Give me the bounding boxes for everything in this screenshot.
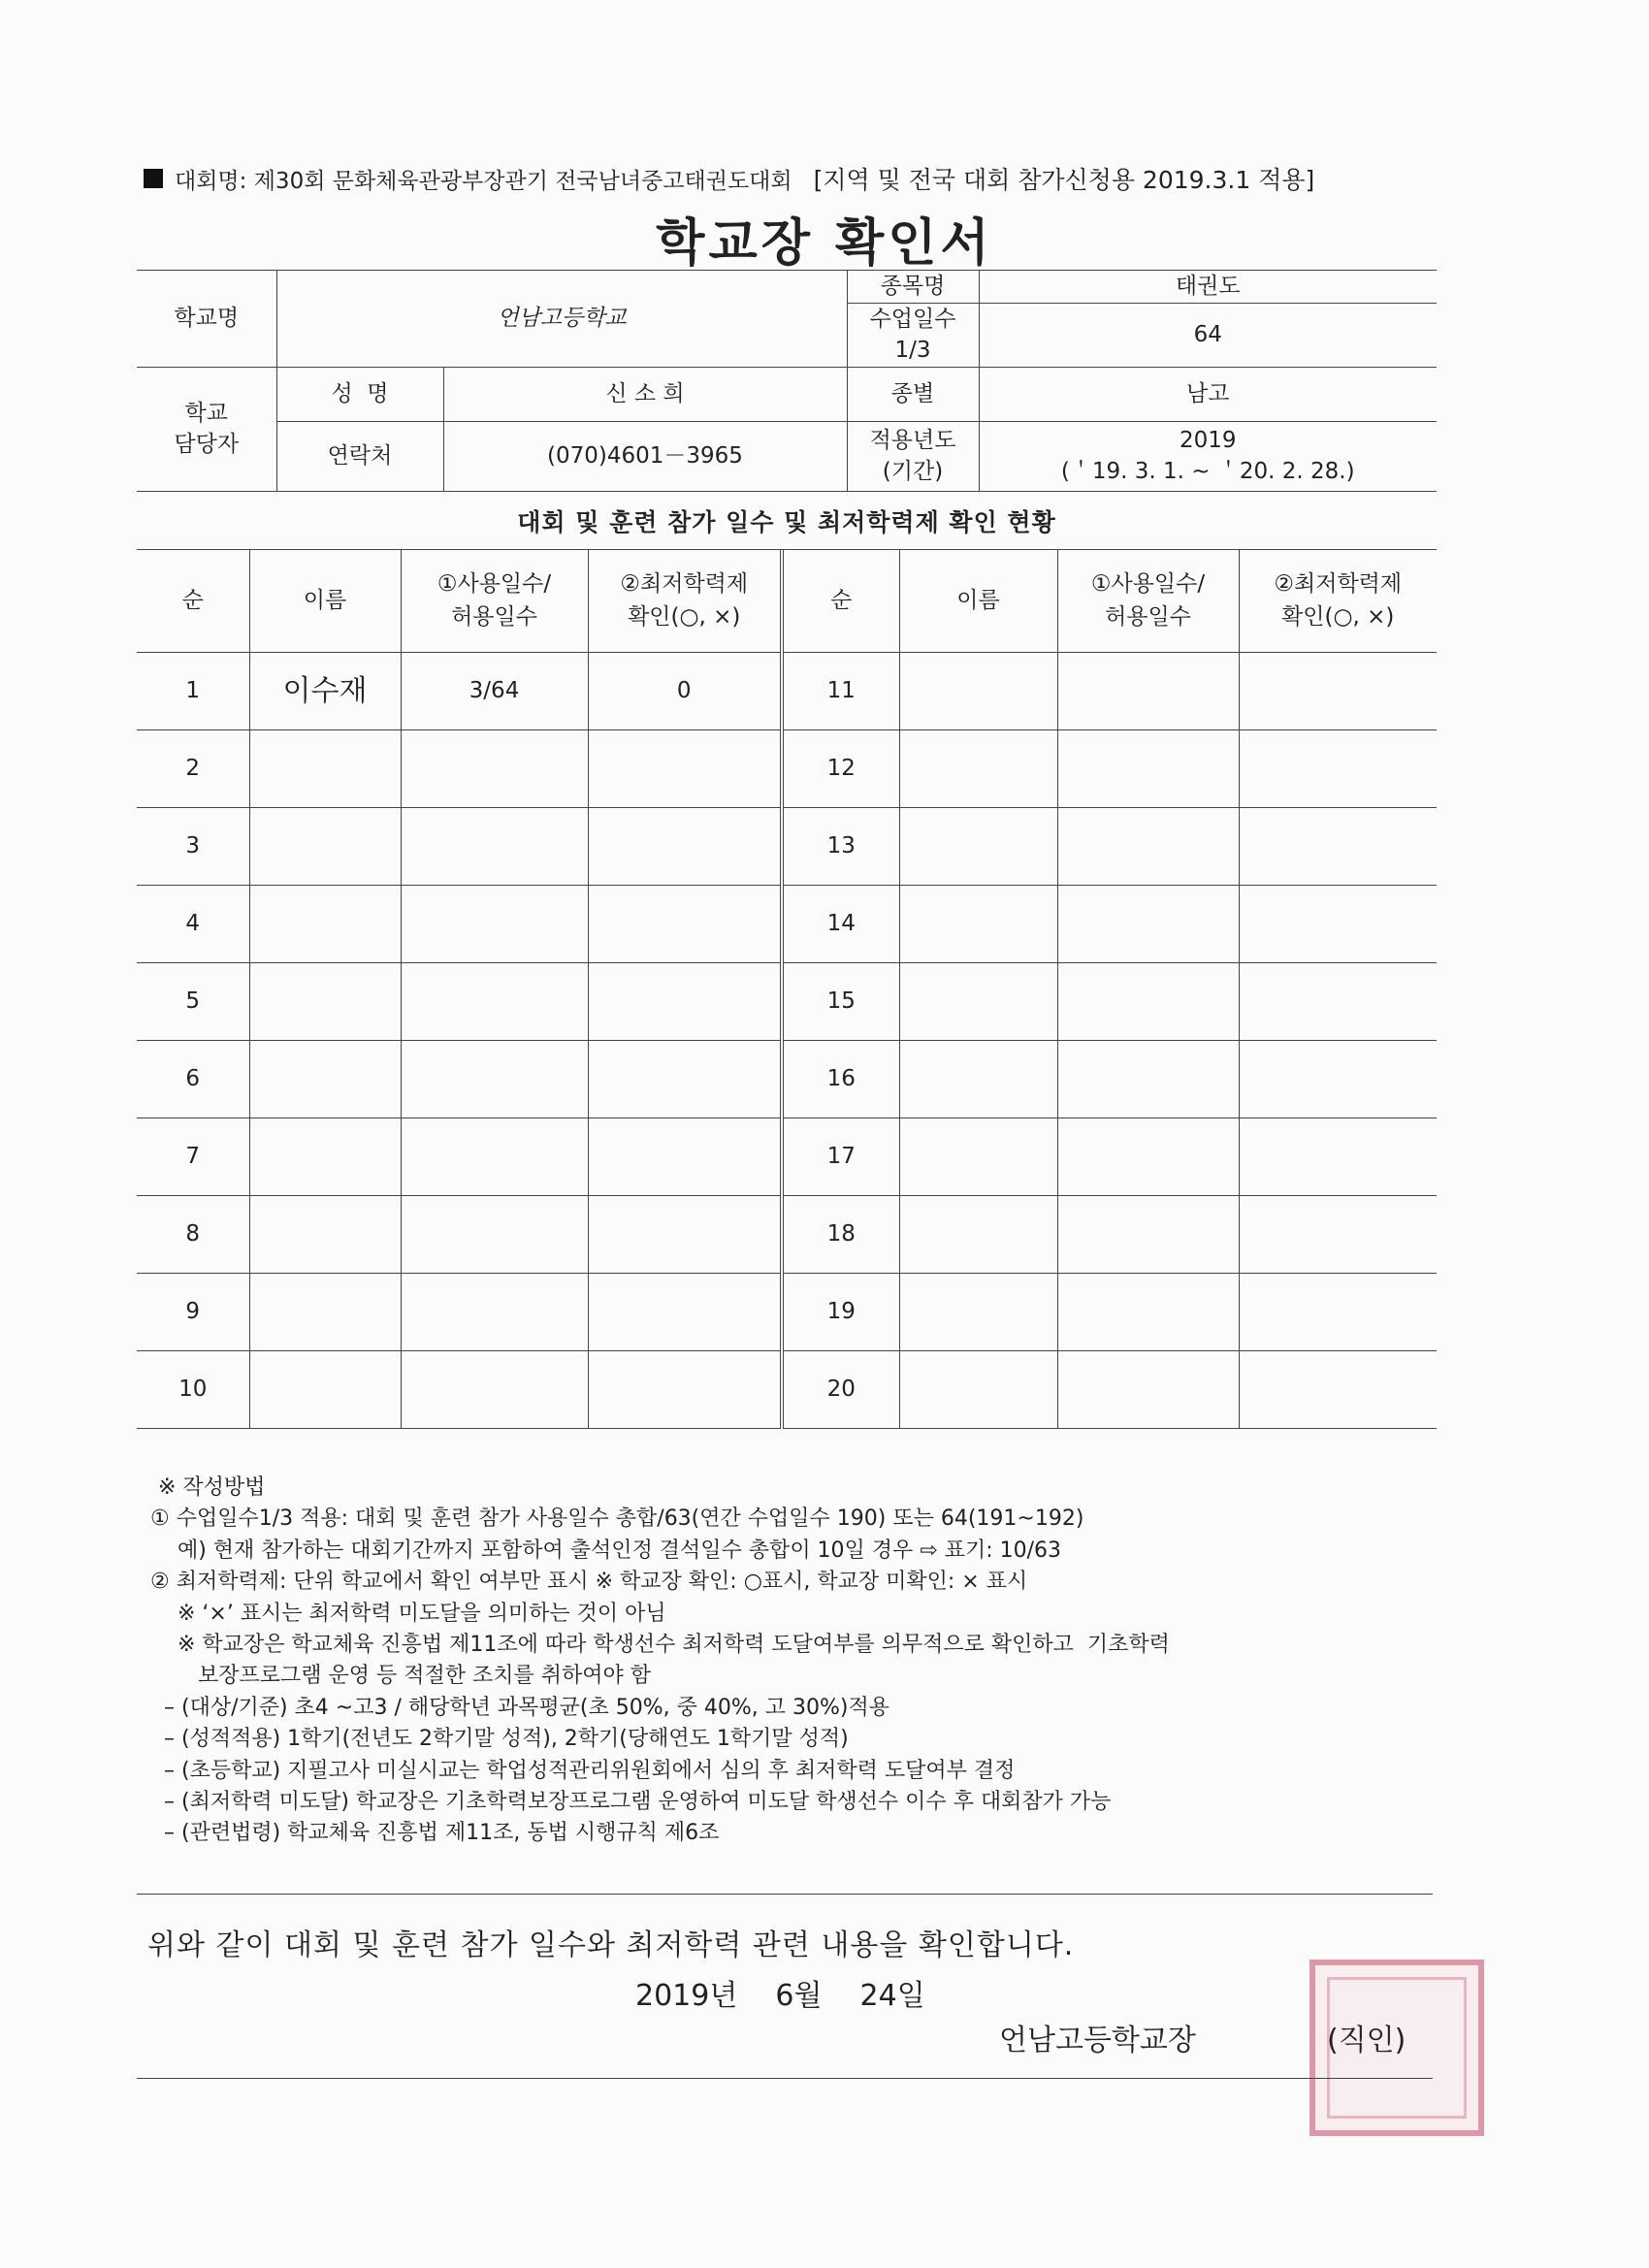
- divider-top: [137, 1894, 1433, 1895]
- instruction-line: – (관련법령) 학교체육 진흥법 제11조, 동법 시행규칙 제6조: [150, 1821, 720, 1846]
- row-minimum: [588, 1274, 782, 1351]
- row-minimum-right: [1239, 1351, 1437, 1429]
- row-minimum: 0: [588, 653, 782, 730]
- writing-instructions: [150, 1473, 1440, 1850]
- year-label-line1: 적용년도: [869, 428, 956, 454]
- row-no-right: 11: [782, 653, 899, 730]
- instruction-line: – (초등학교) 지필고사 미실시교는 학업성적관리위원회에서 심의 후 최저학력 도달여부 결정: [150, 1758, 1016, 1783]
- instruction-line: ① 수업일수1/3 적용: 대회 및 훈련 참가 사용일수 총합/63(연간 수업일수 190) 또는 64(191~192): [150, 1507, 1084, 1532]
- header-no-right: 순: [782, 550, 899, 653]
- contact-label: 연락처: [276, 422, 443, 492]
- confirmation-text: 위와 같이 대회 및 훈련 참가 일수와 최저학력 관련 내용을 확인합니다.: [147, 1928, 1075, 1962]
- school-label: 학교명: [137, 271, 276, 368]
- row-name-right: [899, 1118, 1057, 1196]
- row-minimum-right: [1239, 1196, 1437, 1274]
- row-name: 이수재: [249, 653, 401, 730]
- row-days: [401, 963, 588, 1041]
- row-no: 3: [137, 808, 249, 886]
- manager-label-line1: 학교: [184, 401, 228, 427]
- year-value-line1: 2019: [1179, 428, 1237, 454]
- row-name: [249, 1041, 401, 1118]
- header-minimum-right: [1239, 550, 1437, 653]
- divider-bottom: [137, 2078, 1433, 2079]
- row-days: [401, 1274, 588, 1351]
- row-days: 3/64: [401, 653, 588, 730]
- header-no: 순: [137, 550, 249, 653]
- class-days-label: [847, 304, 979, 368]
- row-no-right: 12: [782, 730, 899, 808]
- class-days-label-line1: 수업일수: [869, 307, 956, 333]
- row-days-right: [1057, 963, 1239, 1041]
- instruction-line: – (성적적용) 1학기(전년도 2학기말 성적), 2학기(당해연도 1학기말 성적): [150, 1727, 849, 1752]
- row-no-right: 14: [782, 886, 899, 963]
- row-name-right: [899, 808, 1057, 886]
- row-name-right: [899, 730, 1057, 808]
- sport-label: 종목명: [847, 271, 979, 304]
- roster-header-row: [137, 550, 1437, 653]
- header-minimum-line2: 확인(○, ×): [628, 603, 741, 630]
- row-no: 2: [137, 730, 249, 808]
- document-title: 학교장 확인서: [656, 214, 993, 273]
- row-days-right: [1057, 1041, 1239, 1118]
- row-minimum: [588, 1196, 782, 1274]
- manager-name: 신 소 희: [443, 368, 847, 422]
- table-row: [137, 1196, 1437, 1274]
- header-minimum-right-line1: ②최저학력제: [1274, 571, 1403, 598]
- table-row: [137, 730, 1437, 808]
- row-days-right: [1057, 653, 1239, 730]
- row-minimum-right: [1239, 808, 1437, 886]
- manager-label-line2: 담당자: [174, 431, 240, 457]
- row-no: 10: [137, 1351, 249, 1429]
- row-minimum: [588, 886, 782, 963]
- table-row: [137, 963, 1437, 1041]
- row-name-right: [899, 1351, 1057, 1429]
- table-row: [137, 886, 1437, 963]
- year-period: (＇19. 3. 1. ~ ＇20. 2. 28.): [1060, 458, 1355, 484]
- header-minimum-line1: ②최저학력제: [620, 571, 749, 598]
- class-days-value: 64: [979, 304, 1437, 368]
- row-minimum-right: [1239, 886, 1437, 963]
- row-minimum-right: [1239, 730, 1437, 808]
- row-name: [249, 808, 401, 886]
- type-label: 종별: [847, 368, 979, 422]
- row-days-right: [1057, 730, 1239, 808]
- row-name: [249, 1274, 401, 1351]
- row-days-right: [1057, 808, 1239, 886]
- row-minimum-right: [1239, 1274, 1437, 1351]
- instruction-line: 보장프로그램 운영 등 적절한 조치를 취하여야 함: [150, 1664, 651, 1689]
- confirmation-date: 2019년 6월 24일: [635, 1979, 925, 2013]
- row-days: [401, 1196, 588, 1274]
- header-minimum: [588, 550, 782, 653]
- row-no: 5: [137, 963, 249, 1041]
- row-name: [249, 1196, 401, 1274]
- row-minimum: [588, 730, 782, 808]
- row-days: [401, 1041, 588, 1118]
- row-no: 8: [137, 1196, 249, 1274]
- row-minimum-right: [1239, 963, 1437, 1041]
- row-days: [401, 808, 588, 886]
- roster-section-title: 대회 및 훈련 참가 일수 및 최저학력제 확인 현황: [137, 493, 1437, 550]
- row-name-right: [899, 653, 1057, 730]
- year-value: [979, 422, 1437, 492]
- row-minimum-right: [1239, 1041, 1437, 1118]
- row-days: [401, 730, 588, 808]
- table-row: [137, 808, 1437, 886]
- row-name: [249, 1351, 401, 1429]
- type-value: 남고: [979, 368, 1437, 422]
- row-no-right: 20: [782, 1351, 899, 1429]
- row-minimum: [588, 808, 782, 886]
- manager-label: [137, 368, 276, 492]
- row-name: [249, 886, 401, 963]
- table-row: [137, 1118, 1437, 1196]
- sport-value: 태권도: [979, 271, 1437, 304]
- class-days-label-line2: 1/3: [894, 337, 931, 363]
- instruction-line: ※ 학교장은 학교체육 진흥법 제11조에 따라 학생선수 최저학력 도달여부를 의무적으로 확인하고 기초학력: [150, 1632, 1170, 1657]
- row-name-right: [899, 1041, 1057, 1118]
- header-days: [401, 550, 588, 653]
- competition-name: 대회명: 제30회 문화체육관광부장관기 전국남녀중고태권도대회: [175, 168, 792, 194]
- row-days: [401, 1351, 588, 1429]
- row-name: [249, 963, 401, 1041]
- table-row: [137, 1041, 1437, 1118]
- application-note: [지역 및 전국 대회 참가신청용 2019.3.1 적용]: [813, 166, 1315, 194]
- row-days-right: [1057, 1351, 1239, 1429]
- school-name: 언남고등학교: [276, 271, 847, 368]
- header-minimum-right-line2: 확인(○, ×): [1281, 603, 1395, 630]
- row-days-right: [1057, 1274, 1239, 1351]
- row-no: 7: [137, 1118, 249, 1196]
- row-name-right: [899, 963, 1057, 1041]
- header-days-right: [1057, 550, 1239, 653]
- row-name: [249, 1118, 401, 1196]
- row-name-right: [899, 886, 1057, 963]
- contact-value: (070)4601－3965: [443, 422, 847, 492]
- row-name-right: [899, 1196, 1057, 1274]
- school-info-table: [137, 270, 1437, 492]
- row-no-right: 17: [782, 1118, 899, 1196]
- name-label: 성 명: [276, 368, 443, 422]
- table-row: [137, 1351, 1437, 1429]
- year-label-line2: (기간): [882, 458, 944, 484]
- square-bullet-icon: [144, 169, 163, 188]
- row-no-right: 19: [782, 1274, 899, 1351]
- instruction-line: 예) 현재 참가하는 대회기간까지 포함하여 출석인정 결석일수 총합이 10일 경우 ⇨ 표기: 10/63: [150, 1538, 1062, 1563]
- row-minimum: [588, 1041, 782, 1118]
- row-days: [401, 1118, 588, 1196]
- row-minimum-right: [1239, 1118, 1437, 1196]
- instruction-line: ※ ‘×’ 표시는 최저학력 미도달을 의미하는 것이 아님: [150, 1601, 666, 1626]
- row-days: [401, 886, 588, 963]
- row-name: [249, 730, 401, 808]
- header-name: 이름: [249, 550, 401, 653]
- header-line: [144, 161, 1424, 196]
- row-minimum-right: [1239, 653, 1437, 730]
- row-no: 1: [137, 653, 249, 730]
- instructions-title: ※ 작성방법: [158, 1475, 266, 1500]
- instruction-line: ② 최저학력제: 단위 학교에서 확인 여부만 표시 ※ 학교장 확인: ○표시, 학교장 미확인: × 표시: [150, 1570, 1028, 1595]
- header-days-line1: ①사용일수/: [436, 571, 552, 598]
- header-name-right: 이름: [899, 550, 1057, 653]
- header-days-right-line2: 허용일수: [1105, 603, 1191, 630]
- seal-label: (직인): [1327, 2024, 1406, 2057]
- row-minimum: [588, 963, 782, 1041]
- instruction-line: – (최저학력 미도달) 학교장은 기초학력보장프로그램 운영하여 미도달 학생선수 이수 후 대회참가 가능: [150, 1789, 1112, 1814]
- row-days-right: [1057, 1118, 1239, 1196]
- row-no-right: 18: [782, 1196, 899, 1274]
- table-row: [137, 1274, 1437, 1351]
- row-no-right: 13: [782, 808, 899, 886]
- row-no: 4: [137, 886, 249, 963]
- row-no: 6: [137, 1041, 249, 1118]
- row-minimum: [588, 1351, 782, 1429]
- header-days-right-line1: ①사용일수/: [1090, 571, 1206, 598]
- row-minimum: [588, 1118, 782, 1196]
- row-no-right: 16: [782, 1041, 899, 1118]
- instruction-line: – (대상/기준) 초4 ~고3 / 해당학년 과목평균(초 50%, 중 40%, 고 30%)적용: [150, 1695, 889, 1720]
- principal-name: 언남고등학교장: [999, 2024, 1196, 2057]
- table-row: [137, 653, 1437, 730]
- row-no: 9: [137, 1274, 249, 1351]
- row-days-right: [1057, 1196, 1239, 1274]
- row-days-right: [1057, 886, 1239, 963]
- row-no-right: 15: [782, 963, 899, 1041]
- year-label: [847, 422, 979, 492]
- roster-table: [137, 549, 1437, 1429]
- header-days-line2: 허용일수: [451, 603, 537, 630]
- row-name-right: [899, 1274, 1057, 1351]
